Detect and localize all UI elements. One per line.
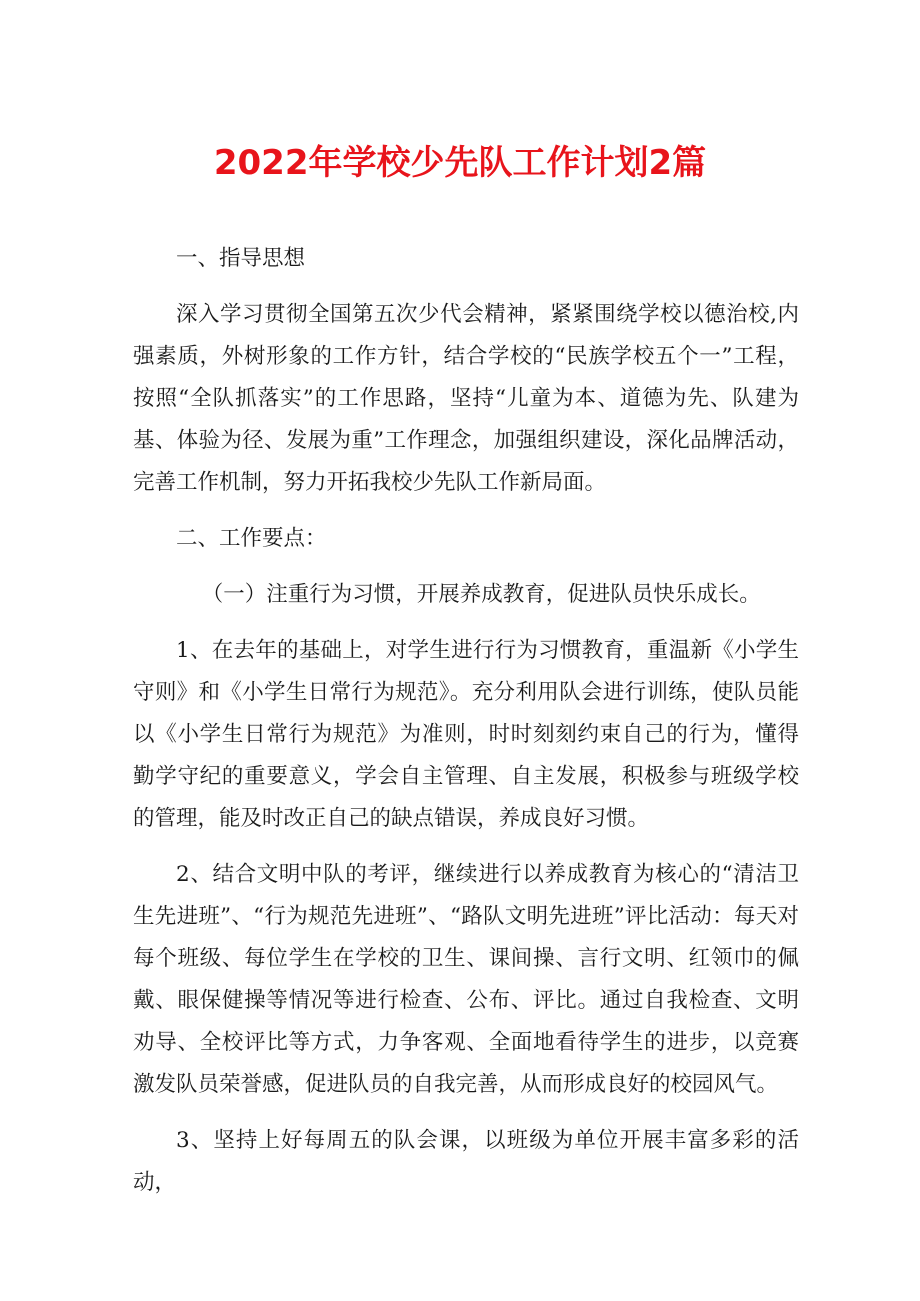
section-heading: 二、工作要点： xyxy=(176,526,327,551)
subsection-heading: （一）注重行为习惯，开展养成教育，促进队员快乐成长。 xyxy=(201,582,761,607)
document-body xyxy=(133,238,799,1204)
paragraph: 3、坚持上好每周五的队会课，以班级为单位开展丰富多彩的活动， xyxy=(133,1128,799,1195)
document-title: 2022年学校少先队工作计划2篇 xyxy=(213,143,707,183)
section-heading: 一、指导思想 xyxy=(176,246,306,271)
paragraph: 深入学习贯彻全国第五次少代会精神，紧紧围绕学校以德治校,内强素质，外树形象的工作方针，结合学校的“民族学校五个一”工程，按照“全队抓落实”的工作思路，坚持“儿童为本、道德为先、队建为基、体验为径、发展为重”工作理念，加强组织建设，深化品牌活动，完善工作机制，努力开拓我校少先队工作新局面。 xyxy=(133,302,799,495)
paragraph: 1、在去年的基础上，对学生进行行为习惯教育，重温新《小学生守则》和《小学生日常行为规范》。充分利用队会进行训练，使队员能以《小学生日常行为规范》为准则，时时刻刻约束自己的行为，懂得勤学守纪的重要意义，学会自主管理、自主发展，积极参与班级学校的管理，能及时改正自己的缺点错误，养成良好习惯。 xyxy=(133,638,799,831)
paragraph: 2、结合文明中队的考评，继续进行以养成教育为核心的“清洁卫生先进班”、“行为规范先进班”、“路队文明先进班”评比活动：每天对每个班级、每位学生在学校的卫生、课间操、言行文明、红领巾的佩戴、眼保健操等情况等进行检查、公布、评比。通过自我检查、文明劝导、全校评比等方式，力争客观、全面地看待学生的进步，以竞赛激发队员荣誉感，促进队员的自我完善，从而形成良好的校园风气。 xyxy=(133,862,799,1097)
